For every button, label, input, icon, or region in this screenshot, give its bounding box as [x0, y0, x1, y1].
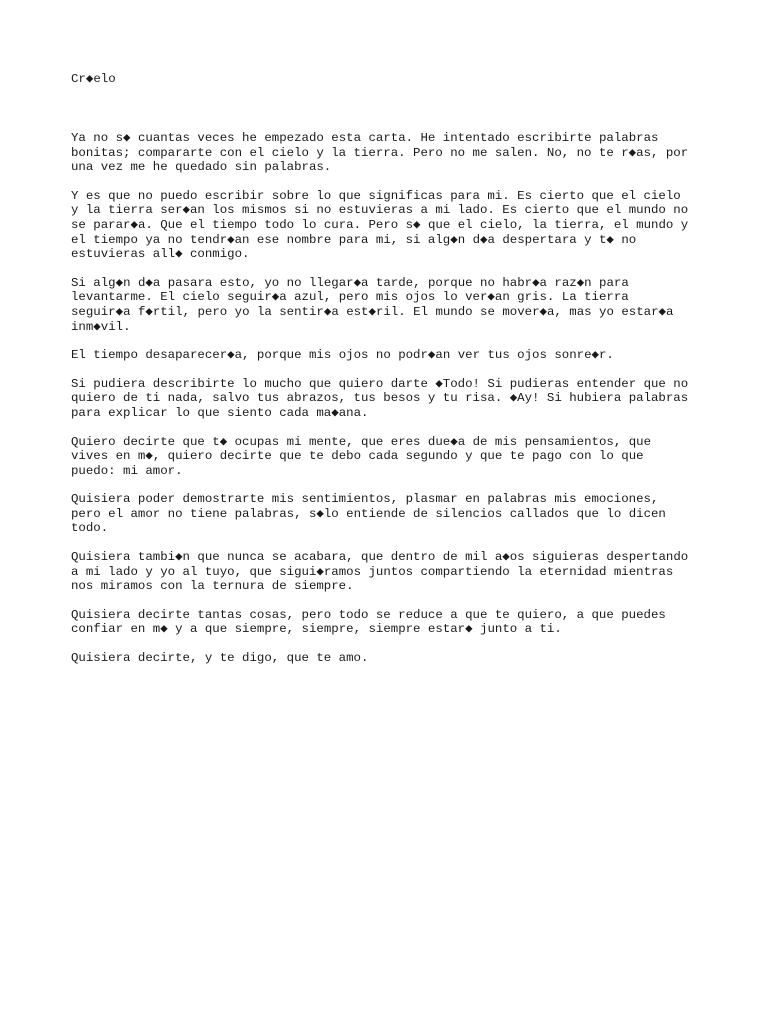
paragraph-5: Si pudiera describirte lo mucho que quiero darte ◆Todo! Si pudieras entender que no quiero de ti nada, salvo tus abrazos, tus besos y tu risa. ◆Ay! Si hubiera palabras para explicar lo que siento cada ma◆ana. [71, 376, 689, 420]
paragraph-10: Quisiera decirte, y te digo, que te amo. [71, 651, 369, 666]
document-body [71, 131, 701, 680]
paragraph-6: Quiero decirte que t◆ ocupas mi mente, que eres due◆a de mis pensamientos, que vives en m◆, quiero decirte que te debo cada segundo y que te pago con lo que puedo: mi amor. [71, 434, 652, 478]
paragraph-4: El tiempo desaparecer◆a, porque mis ojos no podr◆an ver tus ojos sonre◆r. [71, 348, 614, 363]
paragraph-8: Quisiera tambi◆n que nunca se acabara, que dentro de mil a◆os siguieras despertando a mi lado y yo al tuyo, que sigui◆ramos juntos compartiendo la eternidad mientras nos miramos con la ternura de siempre. [71, 550, 689, 594]
document-title: Cr◆elo [71, 72, 116, 86]
paragraph-2: Y es que no puedo escribir sobre lo que significas para mi. Es cierto que el cielo y la tierra ser◆an los mismos si no estuvieras a mi lado. Es cierto que el mundo no se parar◆a. Que el tiempo todo lo cura. Pero s◆ que el cielo, la tierra, el mundo y el tiempo ya no tendr◆an ese nombre para mi, si alg◆n d◆a despertara y t◆ no estuvieras all◆ conmigo. [71, 188, 689, 262]
paragraph-1: Ya no s◆ cuantas veces he empezado esta carta. He intentado escribirte palabras bonitas; compararte con el cielo y la tierra. Pero no me salen. No, no te r◆as, por una vez me he quedado sin palabras. [71, 131, 689, 175]
paragraph-7: Quisiera poder demostrarte mis sentimientos, plasmar en palabras mis emociones, pero el amor no tiene palabras, s◆lo entiende de silencios callados que lo dicen todo. [71, 492, 666, 536]
paragraph-3: Si alg◆n d◆a pasara esto, yo no llegar◆a tarde, porque no habr◆a raz◆n para levantarme. El cielo seguir◆a azul, pero mis ojos lo ver◆an gris. La tierra seguir◆a f◆rtil, pero yo la sentir◆a est◆ril. El mundo se mover◆a, mas yo estar◆a inm◆vil. [71, 275, 674, 334]
paragraph-9: Quisiera decirte tantas cosas, pero todo se reduce a que te quiero, a que puedes confiar en m◆ y a que siempre, siempre, siempre estar◆ junto a ti. [71, 607, 666, 637]
